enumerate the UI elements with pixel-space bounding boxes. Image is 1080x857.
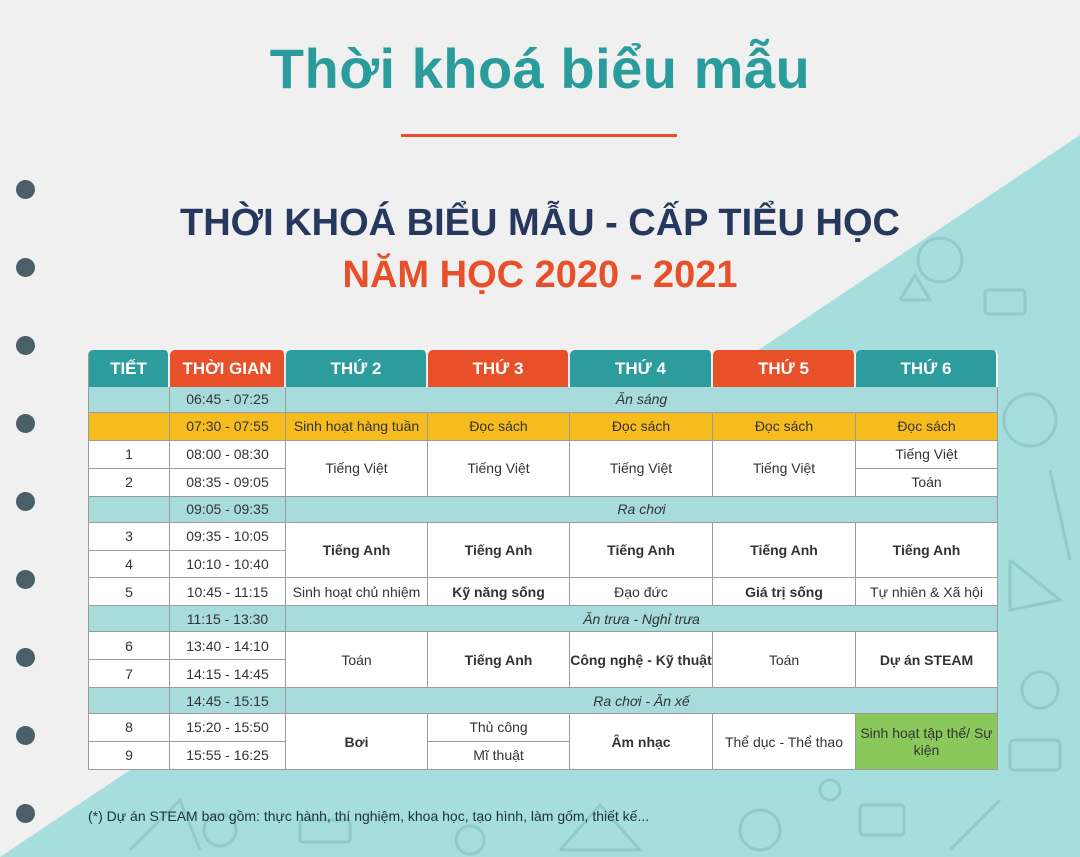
subject-cell: Tiếng Anh xyxy=(428,632,570,688)
subject-cell: Tiếng Anh xyxy=(713,523,856,579)
subject-cell: Tiếng Việt xyxy=(713,441,856,497)
time-cell: 11:15 - 13:30 xyxy=(170,606,286,632)
subject-cell: Dự án STEAM xyxy=(856,632,998,688)
subject-cell: Toán xyxy=(286,632,428,688)
period-number: 3 xyxy=(88,523,170,551)
time-cell: 07:30 - 07:55 xyxy=(170,413,286,441)
period-number: 1 xyxy=(88,441,170,469)
table-row xyxy=(88,523,998,551)
break-label: Ăn trưa - Nghỉ trưa xyxy=(286,606,998,632)
table-row xyxy=(88,578,998,606)
subject-cell: Tiếng Anh xyxy=(856,523,998,579)
subject-cell: Tiếng Việt xyxy=(570,441,713,497)
binder-hole xyxy=(16,492,35,511)
table-row xyxy=(88,714,998,742)
subject-cell: Bơi xyxy=(286,714,428,770)
column-header: THỨ 5 xyxy=(713,350,856,387)
period-cell xyxy=(88,387,170,413)
footnote: (*) Dự án STEAM bao gồm: thực hành, thí nghiệm, khoa học, tạo hình, làm gốm, thiết kế... xyxy=(88,808,650,824)
time-cell: 08:35 - 09:05 xyxy=(170,469,286,497)
table-row xyxy=(88,441,998,469)
binder-hole xyxy=(16,726,35,745)
time-cell: 08:00 - 08:30 xyxy=(170,441,286,469)
time-cell: 15:55 - 16:25 xyxy=(170,742,286,770)
period-number: 5 xyxy=(88,578,170,606)
binder-hole xyxy=(16,180,35,199)
binder-hole xyxy=(16,804,35,823)
break-label: Ra chơi xyxy=(286,497,998,523)
subject-cell: Đọc sách xyxy=(570,413,713,441)
period-cell xyxy=(88,606,170,632)
time-cell: 09:35 - 10:05 xyxy=(170,523,286,551)
time-cell: 15:20 - 15:50 xyxy=(170,714,286,742)
subject-cell: Đạo đức xyxy=(570,578,713,606)
break-row xyxy=(88,688,998,714)
subject-cell: Tiếng Anh xyxy=(428,523,570,579)
subject-cell: Tiếng Anh xyxy=(286,523,428,579)
period-number: 4 xyxy=(88,551,170,579)
schedule-heading: THỜI KHOÁ BIỂU MẪU - CẤP TIỂU HỌC xyxy=(180,202,900,244)
subject-cell: Tiếng Việt xyxy=(856,441,998,469)
time-cell: 09:05 - 09:35 xyxy=(170,497,286,523)
period-number: 9 xyxy=(88,742,170,770)
school-year-heading: NĂM HỌC 2020 - 2021 xyxy=(342,254,738,296)
subject-cell: Tự nhiên & Xã hội xyxy=(856,578,998,606)
break-row xyxy=(88,606,998,632)
subject-cell: Tiếng Anh xyxy=(570,523,713,579)
binder-hole xyxy=(16,648,35,667)
subject-cell: Đọc sách xyxy=(856,413,998,441)
column-header: THỨ 3 xyxy=(428,350,570,387)
period-number: 6 xyxy=(88,632,170,660)
period-number: 7 xyxy=(88,660,170,688)
page-title: Thời khoá biểu mẫu xyxy=(269,37,811,100)
title-divider xyxy=(401,134,677,137)
subject-cell: Tiếng Việt xyxy=(286,441,428,497)
subject-cell: Công nghệ - Kỹ thuật xyxy=(570,632,713,688)
column-header: THỨ 6 xyxy=(856,350,998,387)
column-header: TIẾT xyxy=(88,350,170,387)
subject-cell: Đọc sách xyxy=(713,413,856,441)
time-cell: 10:10 - 10:40 xyxy=(170,551,286,579)
break-label: Ăn sáng xyxy=(286,387,998,413)
subject-cell: Toán xyxy=(713,632,856,688)
table-row xyxy=(88,632,998,660)
time-cell: 14:45 - 15:15 xyxy=(170,688,286,714)
column-header: THỨ 4 xyxy=(570,350,713,387)
timetable xyxy=(88,350,998,770)
subject-cell: Âm nhạc xyxy=(570,714,713,770)
column-header: THỜI GIAN xyxy=(170,350,286,387)
period-cell xyxy=(88,413,170,441)
subject-cell: Thủ công xyxy=(428,714,570,742)
subject-cell: Giá trị sống xyxy=(713,578,856,606)
binder-hole xyxy=(16,570,35,589)
subject-cell: Mĩ thuật xyxy=(428,742,570,770)
subject-cell: Đọc sách xyxy=(428,413,570,441)
period-cell xyxy=(88,688,170,714)
time-cell: 10:45 - 11:15 xyxy=(170,578,286,606)
subject-cell-event: Sinh hoạt tập thể/ Sự kiện xyxy=(856,714,998,770)
header-row xyxy=(88,350,998,387)
subject-cell: Toán xyxy=(856,469,998,497)
column-header: THỨ 2 xyxy=(286,350,428,387)
reading-row xyxy=(88,413,998,441)
binder-hole xyxy=(16,336,35,355)
subject-cell: Sinh hoạt hàng tuần xyxy=(286,413,428,441)
binder-hole xyxy=(16,414,35,433)
period-number: 8 xyxy=(88,714,170,742)
period-number: 2 xyxy=(88,469,170,497)
time-cell: 06:45 - 07:25 xyxy=(170,387,286,413)
break-row xyxy=(88,497,998,523)
break-label: Ra chơi - Ăn xế xyxy=(286,688,998,714)
subject-cell: Tiếng Việt xyxy=(428,441,570,497)
period-cell xyxy=(88,497,170,523)
subject-cell: Thể dục - Thể thao xyxy=(713,714,856,770)
subject-cell: Sinh hoạt chủ nhiệm xyxy=(286,578,428,606)
time-cell: 14:15 - 14:45 xyxy=(170,660,286,688)
time-cell: 13:40 - 14:10 xyxy=(170,632,286,660)
subject-cell: Kỹ năng sống xyxy=(428,578,570,606)
break-row xyxy=(88,387,998,413)
